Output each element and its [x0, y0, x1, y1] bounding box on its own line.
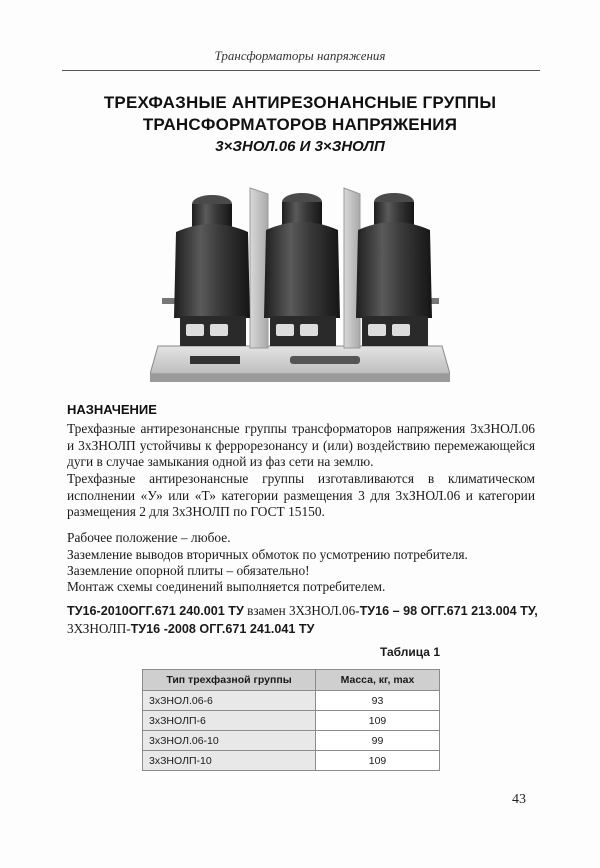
tu-text-2: 3ХЗНОЛП-: [67, 621, 131, 636]
text-line-assembly: Монтаж схемы соединений выполняется потребителем.: [67, 579, 386, 594]
column-header-mass: Масса, кг, max: [316, 670, 440, 691]
paragraph-climate: Трехфазные антирезонансные группы изготавливаются в климатическом исполнении «У» или «Т» категории размещения 3 для 3хЗНОЛ.06 и категории размещения 2 для 3хЗНОЛП по ГОСТ 15150.: [67, 471, 535, 519]
cell-type: 3хЗНОЛ.06-10: [143, 731, 316, 751]
table-row: [143, 731, 440, 751]
cell-type: 3хЗНОЛ.06-6: [143, 691, 316, 711]
running-header: Трансформаторы напряжения: [214, 48, 386, 63]
table-row: [143, 711, 440, 731]
tu-code-3: ТУ16 -2008 ОГГ.671 241.041 ТУ: [130, 622, 315, 636]
page-number: 43: [512, 792, 526, 807]
paragraph-purpose: Трехфазные антирезонансные группы трансформаторов напряжения 3хЗНОЛ.06 и 3хЗНОЛП устойчивы к феррорезонансу и (или) воздействию перемежающейся дуги в случае замыкания одной из фаз сети на землю.: [67, 421, 535, 469]
title-line-3: 3×ЗНОЛ.06 И 3×ЗНОЛП: [215, 138, 385, 155]
title-line-1: ТРЕХФАЗНЫЕ АНТИРЕЗОНАНСНЫЕ ГРУППЫ: [103, 93, 497, 112]
cell-mass: 93: [316, 691, 440, 711]
section-heading: НАЗНАЧЕНИЕ: [67, 402, 157, 417]
cell-type: 3хЗНОЛП-10: [143, 751, 316, 771]
tu-text-1: взамен 3ХЗНОЛ.06-: [243, 603, 360, 618]
cell-type: 3хЗНОЛП-6: [143, 711, 316, 731]
header-rule: [62, 70, 540, 71]
table-row: [143, 751, 440, 771]
text-line-position: Рабочее положение – любое.: [67, 530, 231, 545]
text-line-grounding-plate: Заземление опорной плиты – обязательно!: [67, 563, 310, 578]
cell-mass: 109: [316, 751, 440, 771]
tu-code-1: ТУ16-2010ОГГ.671 240.001 ТУ: [67, 604, 244, 618]
title-line-2: ТРАНСФОРМАТОРОВ НАПРЯЖЕНИЯ: [142, 115, 458, 134]
cell-mass: 109: [316, 711, 440, 731]
tu-code-2: ТУ16 – 98 ОГГ.671 213.004 ТУ,: [359, 604, 538, 618]
three-phase-transformer-group-photo: [150, 178, 450, 388]
column-header-type: Тип трехфазной группы: [143, 670, 316, 691]
mass-table: [142, 669, 440, 771]
cell-mass: 99: [316, 731, 440, 751]
table-header-row: [143, 670, 440, 691]
page-title: [40, 92, 560, 158]
text-line-grounding-outputs: Заземление выводов вторичных обмоток по усмотрению потребителя.: [67, 547, 468, 562]
table-caption: Таблица 1: [379, 645, 440, 659]
technical-conditions: [67, 602, 541, 638]
table-row: [143, 691, 440, 711]
